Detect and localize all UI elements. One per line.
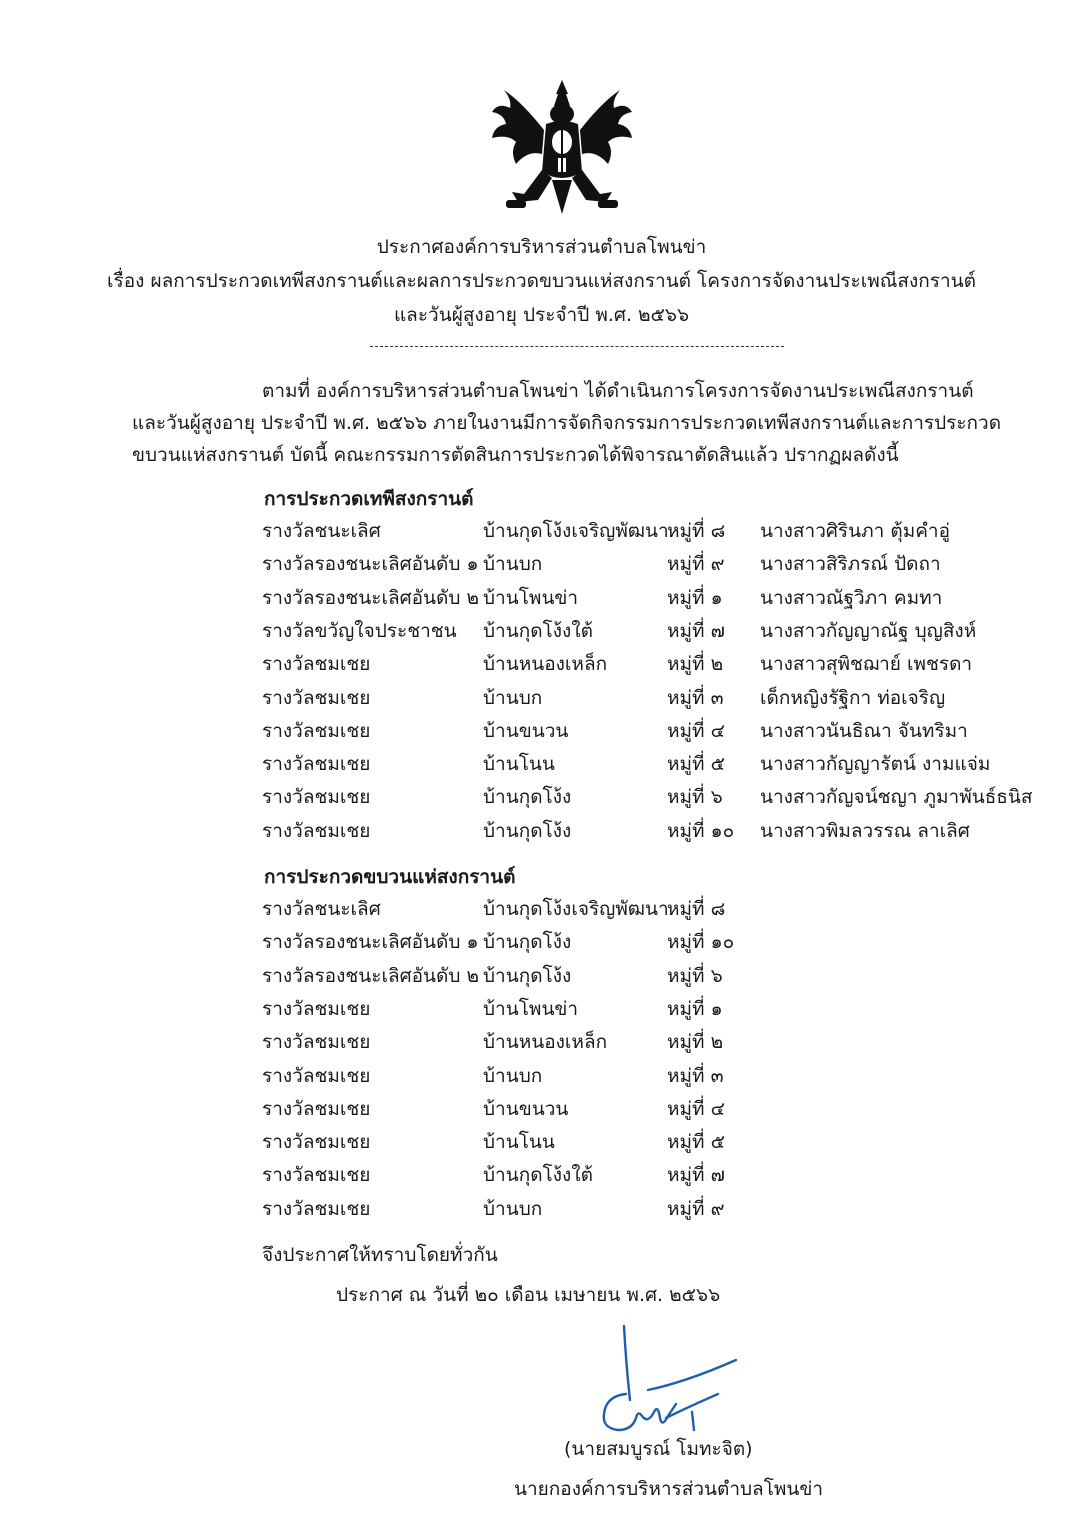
village-name: บ้านหนองเหล็ก	[483, 1031, 608, 1054]
village-number: หมู่ที่ ๔	[667, 1097, 725, 1120]
village-name: บ้านขนวน	[483, 719, 569, 742]
result-row	[0, 749, 1083, 782]
village-number: หมู่ที่ ๗	[667, 1164, 725, 1187]
garuda-emblem	[482, 72, 642, 222]
village-number: หมู่ที่ ๓	[667, 1064, 724, 1087]
village-name: บ้านกุดโง้ง	[483, 964, 572, 987]
winner-name: นางสาวนันธิณา จันทริมา	[760, 719, 968, 742]
result-row	[0, 1027, 1083, 1060]
winner-name: นางสาวกัญญาณัฐ บุญสิงห์	[760, 619, 977, 642]
village-name: บ้านบก	[483, 686, 543, 709]
village-name: บ้านขนวน	[483, 1097, 569, 1120]
village-number: หมู่ที่ ๑๐	[667, 819, 735, 842]
award-label: รางวัลชมเชย	[262, 719, 371, 742]
body-paragraph-line-3: ขบวนแห่สงกรานต์ บัดนี้ คณะกรรมการตัดสินการประกวดได้พิจารณาตัดสินแล้ว ปรากฏผลดังนี้	[132, 444, 899, 466]
award-label: รางวัลชมเชย	[262, 819, 371, 842]
section-title-parade-contest: การประกวดขบวนแห่สงกรานต์	[264, 866, 516, 888]
result-row	[0, 816, 1083, 849]
announcement-subject-cont: และวันผู้สูงอายุ ประจำปี พ.ศ. ๒๕๖๖	[393, 304, 690, 326]
winner-name: นางสาวสุพิชฌาย์ เพชรดา	[760, 653, 973, 676]
village-name: บ้านกุดโง้ง	[483, 786, 572, 809]
village-name: บ้านกุดโง้งเจริญพัฒนา	[483, 520, 669, 542]
result-row	[0, 649, 1083, 682]
result-row	[0, 516, 1083, 549]
body-paragraph-line-1: ตามที่ องค์การบริหารส่วนตำบลโพนข่า ได้ดำเนินการโครงการจัดงานประเพณีสงกรานต์	[262, 380, 974, 402]
result-row	[0, 1194, 1083, 1227]
result-row	[0, 583, 1083, 616]
village-name: บ้านกุดโง้ง	[483, 819, 572, 842]
winner-name: นางสาวกัญจน์ชญา ภูมาพันธ์ธนิส	[760, 786, 1033, 809]
winner-name: นางสาวกัญญารัตน์ งามแจ่ม	[760, 753, 991, 776]
award-label: รางวัลรองชนะเลิศอันดับ ๑	[262, 553, 479, 576]
village-name: บ้านบก	[483, 553, 543, 576]
header-divider	[370, 346, 784, 347]
winner-name: เด็กหญิงรัฐิกา ท่อเจริญ	[760, 686, 946, 709]
signature-mark	[596, 1324, 746, 1444]
village-name: บ้านกุดโง้งใต้	[483, 619, 593, 642]
result-row	[0, 927, 1083, 960]
award-label: รางวัลชมเชย	[262, 1164, 371, 1187]
village-name: บ้านกุดโง้งใต้	[483, 1164, 593, 1187]
award-label: รางวัลชนะเลิศ	[262, 520, 381, 542]
body-paragraph-line-2: และวันผู้สูงอายุ ประจำปี พ.ศ. ๒๕๖๖ ภายในงานมีการจัดกิจกรรมการประกวดเทพีสงกรานต์และการประกวด	[132, 412, 1002, 434]
village-name: บ้านหนองเหล็ก	[483, 653, 608, 676]
announcement-subject: เรื่อง ผลการประกวดเทพีสงกรานต์และผลการประกวดขบวนแห่สงกรานต์ โครงการจัดงานประเพณีสงกรานต์	[107, 270, 976, 292]
result-row	[0, 683, 1083, 716]
village-number: หมู่ที่ ๘	[667, 898, 726, 920]
award-label: รางวัลชมเชย	[262, 686, 371, 709]
result-row	[0, 1061, 1083, 1094]
village-name: บ้านโพนข่า	[483, 997, 579, 1020]
award-label: รางวัลชมเชย	[262, 997, 371, 1020]
winner-name: นางสาวศิรินภา ตุ้มคำอู่	[760, 520, 951, 542]
award-label: รางวัลรองชนะเลิศอันดับ ๑	[262, 931, 479, 954]
announcement-date: ประกาศ ณ วันที่ ๒๐ เดือน เมษายน พ.ศ. ๒๕๖๖	[336, 1284, 721, 1306]
award-label: รางวัลชมเชย	[262, 1031, 371, 1054]
village-number: หมู่ที่ ๖	[667, 786, 723, 809]
village-number: หมู่ที่ ๑	[667, 997, 723, 1020]
village-number: หมู่ที่ ๒	[667, 1031, 724, 1054]
result-row	[0, 1094, 1083, 1127]
village-number: หมู่ที่ ๙	[667, 1197, 725, 1220]
village-number: หมู่ที่ ๓	[667, 686, 724, 709]
winner-name: นางสาวสิริภรณ์ ปัดถา	[760, 553, 941, 576]
village-number: หมู่ที่ ๑๐	[667, 931, 735, 954]
winner-name: นางสาวณัฐวิภา คมทา	[760, 586, 943, 609]
village-number: หมู่ที่ ๕	[667, 753, 725, 776]
village-number: หมู่ที่ ๗	[667, 619, 725, 642]
village-name: บ้านโนน	[483, 753, 555, 776]
village-name: บ้านบก	[483, 1064, 543, 1087]
result-row	[0, 549, 1083, 582]
section-title-queen-contest: การประกวดเทพีสงกรานต์	[264, 488, 474, 510]
village-number: หมู่ที่ ๒	[667, 653, 724, 676]
closing-announce: จึงประกาศให้ทราบโดยทั่วกัน	[262, 1244, 498, 1266]
award-label: รางวัลชมเชย	[262, 1131, 371, 1154]
village-number: หมู่ที่ ๘	[667, 520, 726, 542]
village-name: บ้านกุดโง้งเจริญพัฒนา	[483, 898, 669, 920]
announcement-issuer: ประกาศองค์การบริหารส่วนตำบลโพนข่า	[376, 236, 707, 258]
result-row	[0, 1127, 1083, 1160]
village-name: บ้านกุดโง้ง	[483, 931, 572, 954]
result-row	[0, 616, 1083, 649]
award-label: รางวัลรองชนะเลิศอันดับ ๒	[262, 964, 480, 987]
village-name: บ้านโนน	[483, 1131, 555, 1154]
village-number: หมู่ที่ ๕	[667, 1131, 725, 1154]
result-row	[0, 782, 1083, 815]
village-number: หมู่ที่ ๖	[667, 964, 723, 987]
result-row	[0, 716, 1083, 749]
village-name: บ้านโพนข่า	[483, 586, 579, 609]
award-label: รางวัลชมเชย	[262, 1197, 371, 1220]
winner-name: นางสาวพิมลวรรณ ลาเลิศ	[760, 819, 970, 842]
signer-title: นายกองค์การบริหารส่วนตำบลโพนข่า	[514, 1478, 824, 1500]
village-number: หมู่ที่ ๙	[667, 553, 725, 576]
result-row	[0, 894, 1083, 927]
award-label: รางวัลชมเชย	[262, 653, 371, 676]
result-row	[0, 1160, 1083, 1193]
award-label: รางวัลชมเชย	[262, 753, 371, 776]
award-label: รางวัลชมเชย	[262, 1064, 371, 1087]
award-label: รางวัลชมเชย	[262, 786, 371, 809]
award-label: รางวัลชมเชย	[262, 1097, 371, 1120]
award-label: รางวัลขวัญใจประชาชน	[262, 619, 457, 642]
award-label: รางวัลชนะเลิศ	[262, 898, 381, 920]
result-row	[0, 961, 1083, 994]
signer-name: (นายสมบูรณ์ โมทะจิต)	[564, 1438, 753, 1460]
village-number: หมู่ที่ ๑	[667, 586, 723, 609]
result-row	[0, 994, 1083, 1027]
award-label: รางวัลรองชนะเลิศอันดับ ๒	[262, 586, 480, 609]
village-name: บ้านบก	[483, 1197, 543, 1220]
village-number: หมู่ที่ ๔	[667, 719, 725, 742]
